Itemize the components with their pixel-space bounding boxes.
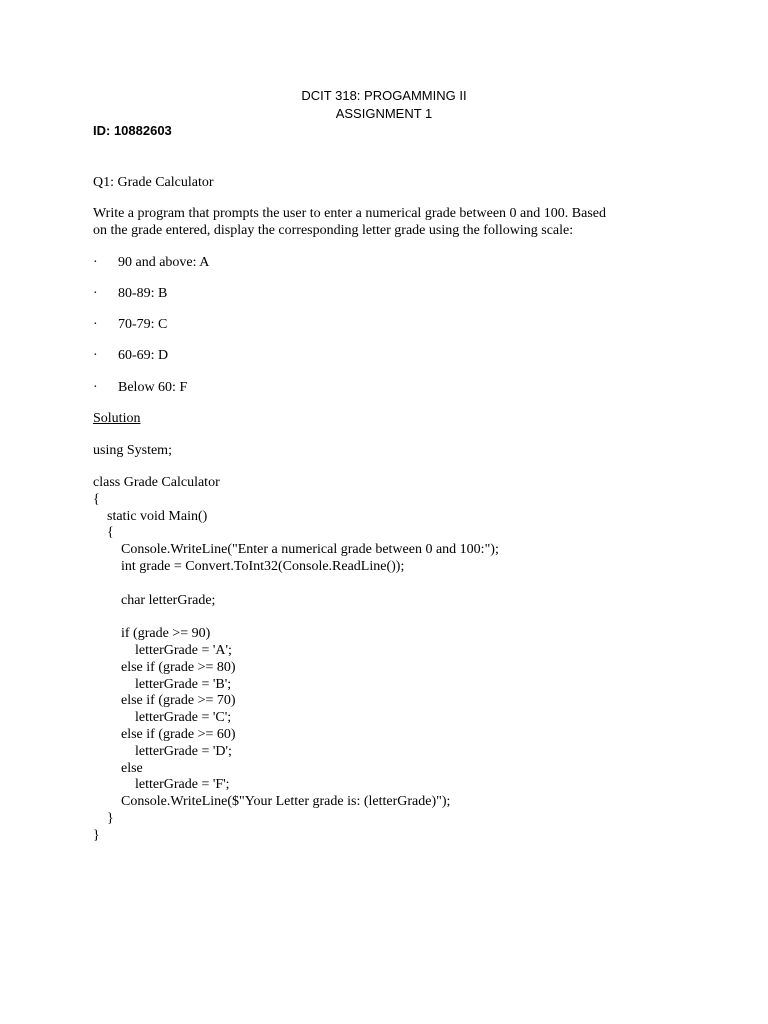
list-item [93,347,168,364]
question-prompt-line-2: on the grade entered, display the corresponding letter grade using the following scale: [93,223,574,238]
bullet-icon: · [93,255,98,270]
scale-item-label: 90 and above: A [118,255,210,270]
code-line: else [93,760,143,776]
assignment-title: ASSIGNMENT 1 [335,106,433,121]
list-item [93,316,167,333]
code-line: Console.WriteLine("Enter a numerical grade between 0 and 100:"); [93,542,499,558]
code-line: letterGrade = 'D'; [93,743,232,759]
list-item [93,379,187,396]
code-line: { [93,525,114,541]
code-line: class Grade Calculator [93,475,220,490]
scale-item-label: 70-79: C [118,317,168,332]
code-line: static void Main() [93,508,208,524]
student-id: ID: 10882603 [93,123,172,138]
solution-heading: Solution [93,411,141,426]
question-prompt [93,205,673,239]
code-line: letterGrade = 'B'; [93,676,232,692]
code-line: else if (grade >= 70) [93,693,236,709]
course-title: DCIT 318: PROGAMMING II [301,88,467,103]
code-line: Console.WriteLine($"Your Letter grade is: (letterGrade)"); [93,794,451,810]
list-item [93,254,209,271]
list-item [93,285,167,302]
code-line: } [93,827,100,843]
code-line: } [93,810,114,826]
code-line [93,609,499,626]
bullet-icon: · [93,380,98,395]
code-line: { [93,491,100,507]
scale-item-label: 60-69: D [118,348,169,363]
code-line [93,576,499,593]
scale-item-label: 80-89: B [118,286,168,301]
code-line: letterGrade = 'C'; [93,710,232,726]
code-line: else if (grade >= 80) [93,659,236,675]
code-line: letterGrade = 'A'; [93,642,232,658]
code-line: if (grade >= 90) [93,626,211,642]
bullet-icon: · [93,317,98,332]
code-line: else if (grade >= 60) [93,726,236,742]
code-line: char letterGrade; [93,592,216,608]
bullet-icon: · [93,286,98,301]
question-prompt-line-1: Write a program that prompts the user to enter a numerical grade between 0 and 100. Based [93,206,606,221]
question-title: Q1: Grade Calculator [93,175,214,190]
code-using-line: using System; [93,443,172,458]
code-block [93,475,499,845]
code-line: int grade = Convert.ToInt32(Console.ReadLine()); [93,558,405,574]
code-line: letterGrade = 'F'; [93,777,230,793]
bullet-icon: · [93,348,98,363]
scale-item-label: Below 60: F [118,380,188,395]
